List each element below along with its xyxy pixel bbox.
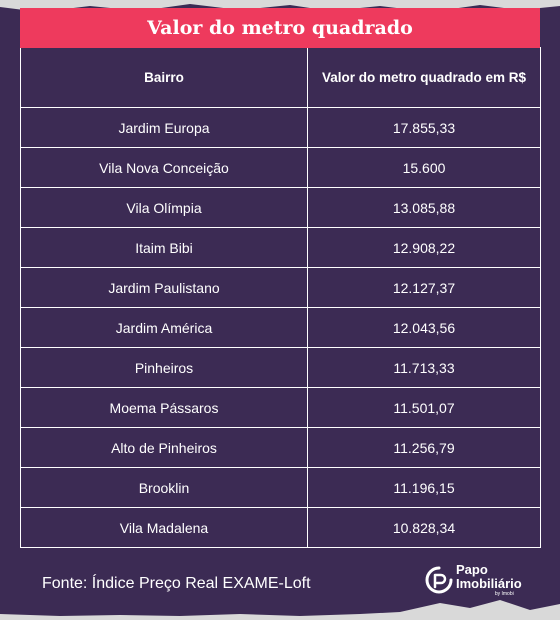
valor-cell: 12.127,37 <box>308 268 541 308</box>
bairro-cell: Alto de Pinheiros <box>21 428 308 468</box>
bairro-cell: Vila Olímpia <box>21 188 308 228</box>
table-row <box>21 428 541 468</box>
bairro-cell: Brooklin <box>21 468 308 508</box>
bairro-cell: Moema Pássaros <box>21 388 308 428</box>
bairro-cell: Jardim Paulistano <box>21 268 308 308</box>
logo-line-2: Imobiliário <box>456 576 522 591</box>
logo-line-1: Papo <box>456 562 488 577</box>
bairro-cell: Pinheiros <box>21 348 308 388</box>
valor-cell: 10.828,34 <box>308 508 541 548</box>
table-row <box>21 348 541 388</box>
valor-cell: 12.908,22 <box>308 228 541 268</box>
papo-imobiliario-logo-icon <box>424 565 454 595</box>
table-row <box>21 228 541 268</box>
valor-cell: 11.196,15 <box>308 468 541 508</box>
bairro-cell: Jardim América <box>21 308 308 348</box>
bairro-cell: Jardim Europa <box>21 108 308 148</box>
price-table <box>20 47 541 548</box>
table-header-row <box>21 48 541 108</box>
valor-cell: 17.855,33 <box>308 108 541 148</box>
table-row <box>21 308 541 348</box>
valor-cell: 15.600 <box>308 148 541 188</box>
table-row <box>21 108 541 148</box>
table-row <box>21 388 541 428</box>
valor-cell: 11.501,07 <box>308 388 541 428</box>
table-row <box>21 268 541 308</box>
source-note: Fonte: Índice Preço Real EXAME-Loft <box>42 575 311 592</box>
column-header-valor: Valor do metro quadrado em R$ <box>308 48 541 108</box>
valor-cell: 11.256,79 <box>308 428 541 468</box>
column-header-bairro: Bairro <box>21 48 308 108</box>
table-row <box>21 148 541 188</box>
papo-imobiliario-logo <box>424 560 544 600</box>
logo-tagline: by Imobi <box>494 591 514 597</box>
valor-cell: 12.043,56 <box>308 308 541 348</box>
bairro-cell: Vila Madalena <box>21 508 308 548</box>
bairro-cell: Itaim Bibi <box>21 228 308 268</box>
table-row <box>21 508 541 548</box>
bairro-cell: Vila Nova Conceição <box>21 148 308 188</box>
table-row <box>21 468 541 508</box>
valor-cell: 11.713,33 <box>308 348 541 388</box>
table-row <box>21 188 541 228</box>
table-title: Valor do metro quadrado <box>20 8 540 48</box>
valor-cell: 13.085,88 <box>308 188 541 228</box>
